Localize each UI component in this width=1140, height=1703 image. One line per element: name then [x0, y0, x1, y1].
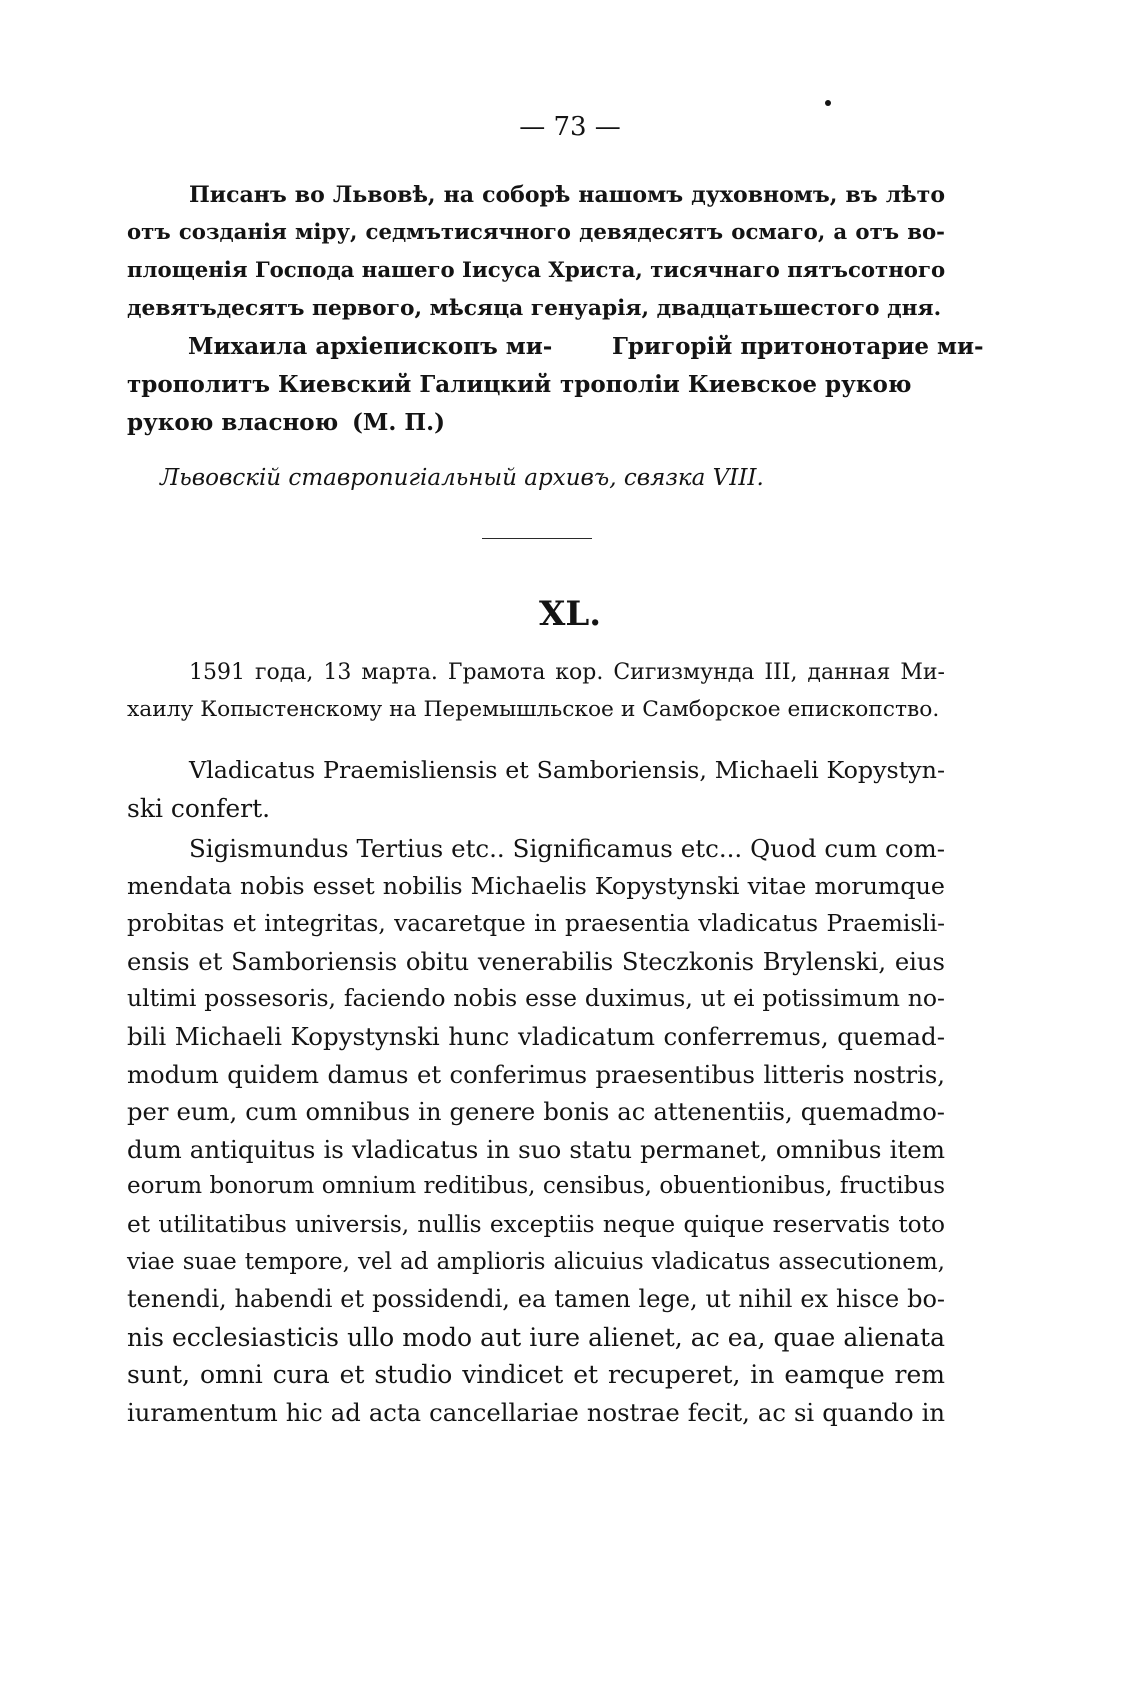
signature-right-line: трополіи Киевское рукою — [560, 371, 912, 398]
latin-heading-line: ski confert. — [127, 793, 271, 823]
document-title: XL. — [538, 594, 602, 634]
archive-note: Львовскій ставропигіальный архивъ, связка VIII. — [160, 465, 764, 491]
signature-left-line: рукою власною — [127, 409, 339, 436]
closing-line: отъ созданія міру, седмътисячного девядесятъ осмаго, а отъ во- — [127, 220, 945, 245]
summary-line: 1591 года, 13 марта. Грамота кор. Сигизмунда III, данная Ми- — [189, 660, 945, 685]
signature-left-line: Михаила архіепископъ ми- — [188, 333, 553, 360]
latin-body-line: sunt, omni cura et studio vindicet et recuperet, in eamque rem — [127, 1360, 945, 1390]
latin-body-line: Sigismundus Tertius etc.. Significamus etc... Quod cum com- — [189, 834, 945, 863]
latin-body-line: probitas et integritas, vacaretque in praesentia vladicatus Praemisli- — [127, 910, 945, 938]
section-divider — [482, 538, 592, 539]
latin-body-line: nis ecclesiasticis ullo modo aut iure alienet, ac ea, quae alienata — [127, 1322, 945, 1352]
latin-body-line: eorum bonorum omnium reditibus, censibus, obuentionibus, fructibus — [127, 1173, 945, 1200]
signature-right-line: Григорій притонотарие ми- — [612, 333, 984, 360]
latin-body-line: modum quidem damus et conferimus praesentibus litteris nostris, — [127, 1059, 945, 1089]
latin-heading-line: Vladicatus Praemisliensis et Samboriensis, Michaeli Kopystyn- — [189, 756, 945, 784]
latin-body-line: mendata nobis esset nobilis Michaelis Kopystynski vitae morumque — [127, 871, 945, 900]
latin-body-line: bili Michaeli Kopystynski hunc vladicatum conferremus, quemad- — [127, 1021, 945, 1051]
closing-paragraph — [127, 176, 945, 328]
closing-line: площенія Господа нашего Іисуса Христа, тисячнаго пятъсотного — [127, 258, 946, 283]
seal-mark: (М. П.) — [352, 409, 445, 436]
latin-body-line: dum antiquitus is vladicatus in suo statu permanet, omnibus item — [127, 1134, 945, 1164]
latin-body — [127, 830, 945, 1432]
page-number: — 73 — — [519, 112, 621, 142]
latin-body-line: iuramentum hic ad acta cancellariae nostrae fecit, ac si quando in — [127, 1397, 945, 1427]
document-summary — [127, 654, 945, 728]
latin-body-line: ensis et Samboriensis obitu venerabilis Steczkonis Brylenski, eius — [127, 946, 945, 976]
latin-body-line: per eum, cum omnibus in genere bonis ac attenentiis, quemadmo- — [127, 1097, 945, 1127]
latin-body-line: ultimi possesoris, faciendo nobis esse duximus, ut ei potissimum no- — [127, 984, 945, 1013]
summary-line: хаилу Копыстенскому на Перемышльское и Самборское епископство. — [127, 697, 940, 722]
signature-left-line: трополитъ Киевский Галицкий — [127, 371, 552, 398]
closing-line: девятъдесятъ первого, мѣсяца генуарія, двадцатьшестого дня. — [127, 296, 942, 321]
latin-body-line: tenendi, habendi et possidendi, ea tamen lege, ut nihil ex hisce bo- — [127, 1285, 945, 1314]
latin-body-line: viae suae tempore, vel ad amplioris alicuius vladicatus assecutionem, — [127, 1248, 945, 1275]
ink-speck — [825, 100, 831, 106]
latin-body-line: et utilitatibus universis, nullis exceptiis neque quique reservatis toto — [127, 1210, 945, 1238]
closing-line: Писанъ во Львовѣ, на соборѣ нашомъ духовномъ, въ лѣто — [189, 182, 945, 208]
latin-heading — [127, 752, 945, 827]
